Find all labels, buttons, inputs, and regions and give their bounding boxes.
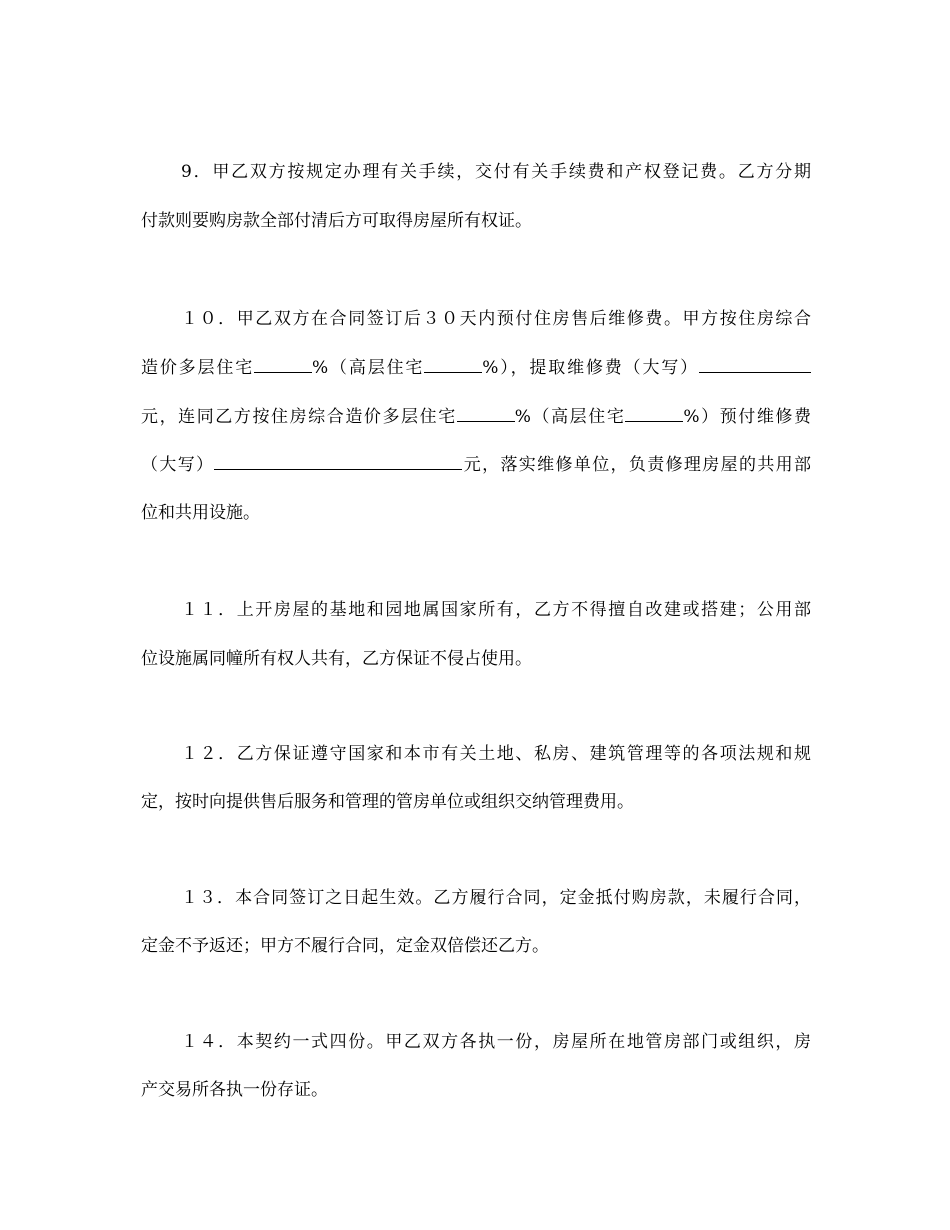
clause-text: 付款则要购房款全部付清后方可取得房屋所有权证。 (141, 211, 532, 231)
clause-13-line-1 (141, 886, 811, 910)
buyer-maintenance-fee-amount-blank[interactable] (214, 452, 462, 470)
multistorey-percent-blank[interactable] (254, 355, 312, 373)
clause-11-line-2 (141, 647, 811, 671)
clause-13-line-2 (141, 934, 811, 958)
clause-number: １２． (181, 744, 237, 764)
clause-9-line-1 (141, 160, 811, 184)
clause-9-line-2 (141, 209, 811, 233)
clause-text: 位和共用设施。 (141, 503, 260, 523)
clause-text: 定，按时向提供售后服务和管理的管房单位或组织交纳管理费用。 (141, 792, 634, 812)
highrise-percent-blank[interactable] (424, 355, 482, 373)
clause-number: １０． (181, 309, 237, 329)
clause-text: 乙方保证遵守国家和本市有关土地、私房、建筑管理等的各项法规和规 (236, 744, 811, 764)
buyer-highrise-percent-blank[interactable] (625, 404, 683, 422)
clause-number: １４． (181, 1032, 237, 1052)
clause-14-line-2 (141, 1078, 811, 1102)
clause-text: 本契约一式四份。甲乙双方各执一份，房屋所在地管房部门或组织，房 (236, 1032, 811, 1052)
clause-number: １１． (181, 600, 237, 620)
clause-text: %（高层住宅 (514, 407, 626, 427)
clause-11-line-1 (141, 598, 811, 622)
clause-text: 甲乙双方在合同签订后３０天内预付住房售后维修费。甲方按住房综合 (236, 309, 811, 329)
clause-text: %（高层住宅 (312, 358, 425, 378)
clause-number: １３． (181, 888, 236, 908)
clause-text: 产交易所各执一份存证。 (141, 1080, 328, 1100)
clause-14-line-1 (141, 1030, 811, 1054)
clause-text: 上开房屋的基地和园地属国家所有，乙方不得擅自改建或搭建；公用部 (236, 600, 811, 620)
clause-text: 甲乙双方按规定办理有关手续，交付有关手续费和产权登记费。乙方分期 (212, 162, 811, 182)
clause-text: 位设施属同幢所有权人共有，乙方保证不侵占使用。 (141, 649, 532, 669)
clause-10-line-3 (141, 404, 811, 429)
clause-text: %），提取维修费（大写） (482, 358, 699, 378)
clause-10-line-4 (141, 452, 811, 477)
clause-text: （大写） (141, 455, 215, 475)
maintenance-fee-amount-blank[interactable] (699, 355, 811, 373)
clause-10-line-1 (141, 307, 811, 331)
buyer-multistorey-percent-blank[interactable] (457, 404, 515, 422)
clause-10-line-2 (141, 355, 811, 380)
clause-text: 造价多层住宅 (141, 358, 255, 378)
clause-12-line-2 (141, 790, 811, 814)
clause-10-line-5 (141, 501, 811, 525)
clause-number: 9． (181, 162, 213, 182)
clause-text: 定金不予返还；甲方不履行合同，定金双倍偿还乙方。 (141, 936, 549, 956)
clause-text: 元，落实维修单位，负责修理房屋的共用部 (462, 455, 811, 475)
clause-text: %）预付维修费 (683, 407, 811, 427)
clause-12-line-1 (141, 742, 811, 766)
clause-text: 本合同签订之日起生效。乙方履行合同，定金抵付购房款，未履行合同， (235, 888, 811, 908)
clause-text: 元，连同乙方按住房综合造价多层住宅 (141, 407, 457, 427)
